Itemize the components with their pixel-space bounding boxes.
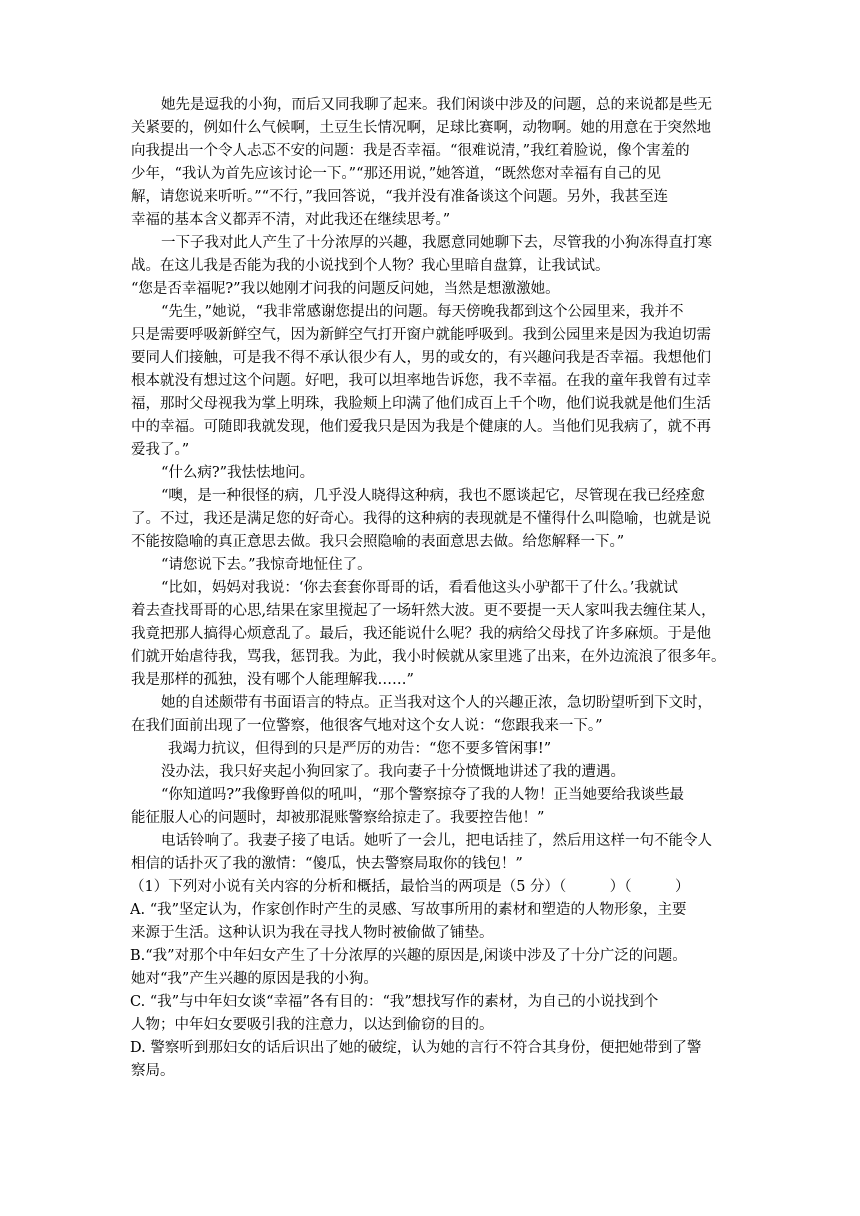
option-b-line: B.“我”对那个中年妇女产生了十分浓厚的兴趣的原因是,闲谈中涉及了十分广泛的问题。 (130, 948, 687, 964)
paragraph-line: 根本就没有想过这个问题。好吧，我可以坦率地告诉您，我不幸福。在我的童年我曾有过幸 (131, 373, 711, 389)
paragraph-line: 关紧要的，例如什么气候啊，土豆生长情况啊，足球比赛啊，动物啊。她的用意在于突然地 (131, 120, 711, 136)
paragraph-line: “比如，妈妈对我说：‘你去套套你哥哥的话，看看他这头小驴都干了什么。’我就试 (161, 580, 678, 596)
paragraph-line: 在我们面前出现了一位警察，他很客气地对这个女人说：“您跟我来一下。” (131, 718, 603, 734)
option-a-line: A. “我”坚定认为，作家创作时产生的灵感、写故事所用的素材和塑造的人物形象，主要 (130, 902, 687, 918)
paragraph-line: 我竭力抗议，但得到的只是严厉的劝告：“您不要多管闲事!” (168, 741, 552, 757)
paragraph-line: 了。不过，我还是满足您的好奇心。我得的这种病的表现就是不懂得什么叫隐喻，也就是说 (131, 511, 711, 527)
paragraph-line: “你知道吗?”我像野兽似的吼叫，“那个警察掠夺了我的人物！正当她要给我谈些最 (161, 787, 685, 803)
paragraph-line: 解，请您说来听听。”“不行，”我回答说，“我并没有准备谈这个问题。另外，我甚至连 (131, 189, 669, 205)
paragraph-line: “您是否幸福呢?”我以她刚才问我的问题反问她，当然是想激激她。 (131, 281, 560, 297)
paragraph-line: 没办法，我只好夹起小狗回家了。我向妻子十分愤慨地讲述了我的遭遇。 (161, 764, 625, 780)
paragraph-line: 爱我了。” (131, 442, 190, 458)
paragraph-line: 相信的话扑灭了我的激情：“傻瓜，快去警察局取你的钱包！” (131, 856, 523, 872)
question-stem: （1）下列对小说有关内容的分析和概括，最恰当的两项是（5 分）（ ）（ ） (130, 879, 690, 895)
paragraph-line: 她先是逗我的小狗，而后又同我聊了起来。我们闲谈中涉及的问题，总的来说都是些无 (161, 97, 712, 113)
option-d-line: 察局。 (131, 1063, 175, 1079)
paragraph-line: “什么病?”我怯怯地问。 (161, 465, 315, 481)
paragraph-line: “请您说下去。”我惊奇地怔住了。 (161, 557, 372, 573)
paragraph-line: 向我提出一个令人忐忑不安的问题：我是否幸福。“很难说清，”我红着脸说，像个害羞的 (131, 143, 690, 159)
paragraph-line: 不能按隐喻的真正意思去做。我只会照隐喻的表面意思去做。给您解释一下。” (131, 534, 625, 550)
option-a-line: 来源于生活。这种认识为我在寻找人物时被偷做了铺垫。 (131, 925, 494, 941)
option-c-line: C. “我”与中年妇女谈“幸福”各有目的：“我”想找写作的素材，为自己的小说找到个 (130, 994, 659, 1010)
paragraph-line: 只是需要呼吸新鲜空气，因为新鲜空气打开窗户就能呼吸到。我到公园里来是因为我迫切需 (131, 327, 711, 343)
paragraph-line: 能征服人心的问题时，却被那混账警察给掠走了。我要控告他！” (131, 810, 545, 826)
paragraph-line: 她的自述颇带有书面语言的特点。正当我对这个人的兴趣正浓，急切盼望听到下文时， (161, 695, 712, 711)
option-d-line: D. 警察听到那妇女的话后识出了她的破绽，认为她的言行不符合其身份，便把她带到了警 (130, 1040, 702, 1056)
paragraph-line: 电话铃响了。我妻子接了电话。她听了一会儿，把电话挂了，然后用这样一句不能令人 (161, 833, 712, 849)
paragraph-line: 战。在这儿我是否能为我的小说找到个人物？我心里暗自盘算，让我试试。 (131, 258, 610, 274)
paragraph-line: “先生，”她说，“我非常感谢您提出的问题。每天傍晚我都到这个公园里来，我并不 (161, 304, 684, 320)
paragraph-line: 福，那时父母视我为掌上明珠，我脸颊上印满了他们成百上千个吻，他们说我就是他们生活 (131, 396, 711, 412)
paragraph-line: 少年，“我认为首先应该讨论一下。”“那还用说，”她答道，“既然您对幸福有自己的见 (131, 166, 662, 182)
paragraph-line: 我竟把那人搞得心烦意乱了。最后，我还能说什么呢？我的病给父母找了许多麻烦。于是他 (131, 626, 711, 642)
paragraph-line: 着去查找哥哥的心思,结果在家里搅起了一场轩然大波。更不要提一天人家叫我去缠住某人， (131, 603, 716, 619)
paragraph-line: 们就开始虐待我，骂我，惩罚我。为此，我小时候就从家里逃了出来，在外边流浪了很多年。 (131, 649, 726, 665)
option-b-line: 她对“我”产生兴趣的原因是我的小狗。 (131, 971, 378, 987)
paragraph-line: 要同人们接触，可是我不得不承认很少有人，男的或女的，有兴趣问我是否幸福。我想他们 (131, 350, 711, 366)
paragraph-line: 中的幸福。可随即我就发现，他们爱我只是因为我是个健康的人。当他们见我病了，就不再 (131, 419, 711, 435)
option-c-line: 人物；中年妇女要吸引我的注意力，以达到偷窃的目的。 (131, 1017, 494, 1033)
paragraph-line: 我是那样的孤独，没有哪个人能理解我……” (131, 672, 414, 688)
paragraph-line: 幸福的基本含义都弄不清，对此我还在继续思考。” (131, 212, 451, 228)
paragraph-line: 一下子我对此人产生了十分浓厚的兴趣，我愿意同她聊下去，尽管我的小狗冻得直打寒 (161, 235, 712, 251)
paragraph-line: “噢，是一种很怪的病，几乎没人晓得这种病，我也不愿谈起它，尽管现在我已经痊愈 (161, 488, 705, 504)
